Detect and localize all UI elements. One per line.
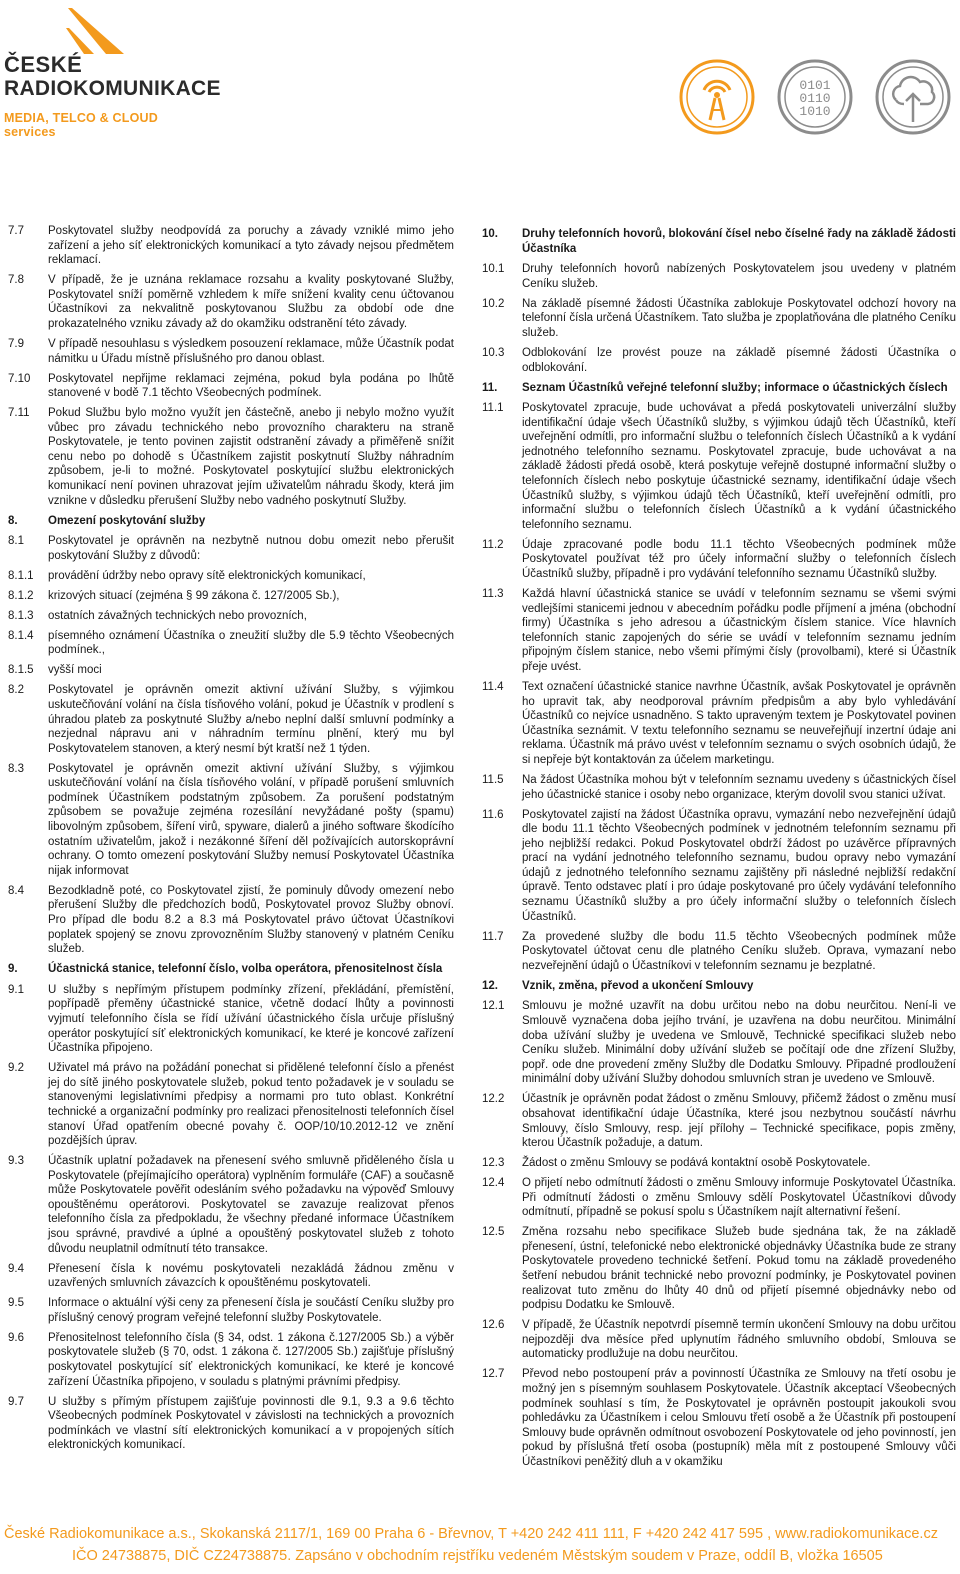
clause-number: 11.4 [482,680,504,693]
broadcast-tower-icon [678,58,756,136]
section-title: Omezení poskytování služby [48,514,206,527]
clause-number: 11.7 [482,930,504,943]
binary-line-2: 0110 [799,91,831,106]
clause-text: Na základě písemné žádosti Účastníka zablokuje Poskytovatel odchozí hovory na telefonní čísla určená Účastníkem. Tato služba je zpoplatňována dle platného Ceníku služeb. [522,297,956,339]
clause-text: Text označení účastnické stanice navrhne Účastník, avšak Poskytovatel je oprávněn ho upravit tak, aby neodporoval právním předpisům a aby bylo vyhledávání Účastníků co nejvíce usnadněno. S takto upraveným textem je Poskytovatel povinen Účastníka seznámit. V textu telefonního seznamu se neuveřejňují inzertní údaje ani reklama. Účastník má právo uvést v telefonním seznamu o svých osobních údajů, že si nepřeje být kontaktován za účelem marketingu. [522,680,956,766]
section-number: 8. [8,514,18,527]
clause-number: 9.1 [8,983,24,996]
clause-number: 12.4 [482,1177,505,1190]
clause-text: Smlouvu je možné uzavřít na dobu určitou nebo na dobu neurčitou. Není-li ve Smlouvě vyznačena doba jejího trvání, je uzavřena na dobu neurčitou. Minimální doba užívání služby je uvedena ve Smlouvě, Technické specifikaci služeb nebo Ceníku služeb. Minimální doby užívání služeb se počítají ode dne zřízení Služby, popř. ode dne provedení změny Služby dle Dodatku Smlouvy. Připadné prodloužení minimální doby užívání Služby dohodou smluvních stran je uvedeno ve Smlouvě. [522,1000,956,1086]
clause-text: Účastník uplatní požadavek na přenesení svého smluvně přiděleného čísla u Poskytovatele (přejímajícího operátora) vyplněním formuláře (CAF) a současně může Poskytovatele pověřit odesláním svého požadavku na výpověď Smlouvy opouštěnému operátorovi. Poskytovatel se zavazuje realizovat přenos telefonního čísla za předpokladu, že všechny předané informace Účastníkem jsou správné, pravdivé a úplné a opouštěný poskytovatel služeb z tohoto důvodu neuplatnil odmítnutí této transakce. [48,1155,454,1255]
clause-text: Žádost o změnu Smlouvy se podává kontaktní osobě Poskytovatele. [522,1157,871,1170]
section-heading [482,227,956,256]
footer-registration: IČO 24738875, DIČ CZ24738875. Zapsáno v obchodním rejstříku vedeném Městským soudem v Praze, oddíl B, vložka 16505 [72,1548,883,1564]
clause-text: V případě, že je uznána reklamace rozsahu a kvality poskytované Služby, Poskytovatel sníží poměrně vzhledem k míře snížení kvality cenu účtovanou Účastníkovi za nekvalitně poskytovanou Službu za období ode dne prokazatelného vzniku závady až do okamžiku odstranění této závady. [48,274,454,330]
section-heading [8,514,454,529]
clause-number: 12.3 [482,1157,505,1170]
clause-text: krizových situací (zejména § 99 zákona č. 127/2005 Sb.), [48,589,340,602]
section-title: Seznam Účastníků veřejné telefonní služby; informace o účastnických číslech [522,381,948,394]
clause-number: 10.1 [482,263,505,276]
clause-text: Účastník je oprávněn podat žádost o změnu Smlouvy, přičemž žádost o změnu musí obsahovat identifikační údaje Účastníka, které jsou nezbytnou součástí návrhu Smlouvy, číslo Smlouvy, resp. její přílohy – Technické specifikace, popis změny, kterou Účastník požaduje, a datum. [522,1093,956,1150]
clause-text: Odblokování lze provést pouze na základě písemné žádosti Účastníka o odblokování. [522,346,956,374]
left-column [8,224,454,1458]
clause [8,1262,454,1291]
clause-number: 11.6 [482,808,504,821]
clause-number: 8.1.1 [8,569,34,582]
section-title: Vznik, změna, převod a ukončení Smlouvy [522,979,754,992]
clause [8,534,454,563]
clause-text: Poskytovatel je oprávněn omezit aktivní užívání Služby, s výjimkou uskutečňování volání na čísla tísňového volání, v případě porušení smluvních podmínek Účastníkem podstatným způsobem. Za porušení podstatným způsobem se považuje zejména rozesílání nevyžádané pošty (spamu) libovolným způsobem, šíření virů, spyware, dialerů a jiného software škodícího ostatním uživatelům, jakož i nezákonné šíření děl požívajících autorskoprávní ochrany. O tomto omezení poskytování Služby nemusí Poskytovatel Účastníka nijak informovat [48,762,454,877]
clause-text: Přenesení čísla k novému poskytovateli nezakládá žádnou změnu v uzavřených smluvních závazcích k opouštěnému poskytovateli. [48,1262,454,1290]
clause-text: vyšší moci [48,664,102,677]
clause [482,1318,956,1362]
clause [8,762,454,879]
clause-text: Převod nebo postoupení práv a povinností Účastníka ze Smlouvy na třetí osobu je možný jen s písemným souhlasem Poskytovatele. Účastník akceptací Všeobecných podmínek souhlasí s tím, že Poskytovatel je oprávněn postoupit jakoukoli svou pohledávku za Účastníkem i celou Smlouvu třetí osobě a že Účastník při postoupení Smlouvy bude oprávněn odmítnout osvobození Poskytovatele od jeho povinností, jen pokud by příslušná třetí osoba (postupník) měla mít z postoupené Smlouvy vůči Účastníkovi peněžitý dluh a v okamžiku [522,1368,956,1468]
clause-text: Poskytovatel nepřijme reklamaci zejména, pokud byla podána po lhůtě stanovené v bodě 7.1 těchto Všeobecných podmínek. [48,372,454,400]
section-number: 12. [482,979,498,992]
right-column [482,224,956,1475]
clause [8,1395,454,1453]
section-heading [482,381,956,396]
clause-text: Uživatel má právo na požádání ponechat si přidělené telefonní číslo a přenést jej do sítě jiného poskytovatele služeb, pokud tento požadavek je v souladu se stanovenými legislativními předpisy a normami pro tuto oblast. Konkrétní technické a organizační podmínky pro realizaci přenositelnosti telefonních čísel stanoví Úřad opatřením obecné povahy č. OOP/10/10.2012-12 ve znění pozdějších úprav. [48,1062,454,1148]
clause-number: 8.3 [8,762,24,775]
clause-number: 12.2 [482,1093,505,1106]
clause [482,1225,956,1313]
clause [482,297,956,341]
clause [8,224,454,268]
clause-number: 8.1 [8,535,24,548]
clause [8,406,454,508]
clause-number: 10.2 [482,297,505,310]
clause-number: 8.1.4 [8,629,34,642]
clause [8,1331,454,1389]
clause [482,587,956,675]
section-title: Účastnická stanice, telefonní číslo, volba operátora, přenositelnost čísla [48,963,443,976]
clause [8,1061,454,1149]
clause [482,808,956,925]
clause-text: Poskytovatel zajistí na žádost Účastníka opravu, vymazání nebo nezveřejnění údajů dle bodu 11.1 těchto Všeobecných podmínek v jednotném telefonním seznamu při jeho nejbližší redakci. Pokud Poskytovatel obdrží žádost po uzávěrce přípravných prací na vydání jednotného telefonního seznamu, budou opravy nebo vymazání údajů z jednotného telefonního seznamu zajištěny při následné nejbližší redakční úpravě. Tento odstavec platí i pro údaje poskytované pro účely vydávání telefonního seznamu Účastníků služby a pro účely informační služby o telefonních číslech Účastníků. [522,808,956,923]
clause-number: 9.2 [8,1062,24,1075]
clause [482,346,956,375]
clause-text: ostatních závažných technických nebo provozních, [48,609,307,622]
clause-number: 10.3 [482,346,505,359]
clause [482,262,956,291]
logo-line-1: ČESKÉ [4,52,83,77]
clause-text: Pokud Službu bylo možno využít jen částečně, anebo ji nebylo možno využít vůbec pro závadu technického nebo provozního charakteru na straně Poskytovatele, je tento povinen zajistit odstranění závady a přiměřeně snížit cenu nebo po dohodě s Účastníkem zajistit poskytnutí Služby náhradním způsobem, je-li to možné. Poskytovatel poskytující službu elektronických komunikací není povinen uhrazovat jejím uživatelům náhradu škody, která jim vznikne v důsledku přerušení Služby nebo vadného poskytnutí Služby. [48,407,454,507]
clause-text: V případě nesouhlasu s výsledkem posouzení reklamace, může Účastník podat námitku u Úřadu místně příslušného pro danou oblast. [48,337,454,365]
clause-number: 8.2 [8,684,24,697]
clause [482,1156,956,1171]
clause-number: 7.9 [8,337,24,350]
clause-text: V případě, že Účastník nepotvrdí písemně termín ukončení Smlouvy na dobu určitou nejpozději dva měsíce před uplynutím řádného smluvního období, Smlouva se automaticky prodlužuje na dobu neurčitou. [522,1319,956,1361]
clause-number: 7.11 [8,407,30,420]
section-number: 9. [8,963,18,976]
clause [8,1154,454,1256]
clause-text: U služby s nepřímým přístupem podmínky zřízení, překládání, přemístění, popřípadě přeměny účastnické stanice, včetně dodací lhůty a povinnosti vyjmutí telefonního čísla se řídí užívání účastnického čísla určuje příslušný operátor poskytující síť elektronických komunikací, ke které je koncové zařízení Účastníka připojeno. [48,983,454,1055]
clause-number: 9.5 [8,1297,24,1310]
clause-number: 9.4 [8,1262,24,1275]
clause-number: 8.1.3 [8,609,34,622]
clause-text: Za provedené služby dle bodu 11.5 těchto Všeobecných podmínek může Poskytovatel účtovat cenu dle platného Ceníku služeb. Oprava, vymazaní nebo nezveřejnění údajů o Účastníkovi v telefonním seznamu je bezplatné. [522,930,956,972]
clause [482,773,956,802]
clause [8,589,454,604]
clause-number: 7.8 [8,274,24,287]
clause [8,337,454,366]
clause-number: 12.1 [482,1000,505,1013]
clause [482,538,956,582]
section-heading [482,979,956,994]
clause [8,683,454,756]
clause-text: O přijetí nebo odmítnutí žádosti o změnu Smlouvy informuje Poskytovatel Účastníka. Při odmítnutí žádosti o změnu Smlouvy sdělí Poskytovatel Účastníkovi důvody odmítnutí, případně se pokusí spolu s Účastníkem najít alternativní řešení. [522,1177,956,1219]
clause-number: 11.3 [482,588,504,601]
logo-line-2: RADIOKOMUNIKACE [4,77,221,100]
clause-text: provádění údržby nebo opravy sítě elektronických komunikací, [48,569,366,582]
clause-number: 12.5 [482,1226,505,1239]
clause-text: Druhy telefonních hovorů nabízených Poskytovatelem jsou uvedeny v platném Ceníku služeb. [522,263,956,290]
clause-text: Údaje zpracované podle bodu 11.1 těchto Všeobecných podmínek může Poskytovatel používat též pro účely informační služby o telefonních číslech Účastníků služby, případně i pro vydávání telefonního seznamu Účastníků služby. [522,538,956,581]
clause-number: 8.1.2 [8,589,34,602]
section-title: Druhy telefonních hovorů, blokování čísel nebo číselné řady na základě žádosti Účastníka [522,228,956,255]
logo-antenna-icon [66,6,126,54]
clause-number: 12.6 [482,1319,505,1332]
clause-number: 9.7 [8,1395,24,1408]
clause-text: Na žádost Účastníka mohou být v telefonním seznamu uvedeny s účastnických čísel jeho účastnické stanice i osoby nebo organizace, kterým dovolil svou stanici užívat. [522,773,956,801]
clause-text: Přenositelnost telefonního čísla (§ 34, odst. 1 zákona č.127/2005 Sb.) a výběr poskytovatele služeb (§ 70, odst. 1 zákona č. 127/2005 Sb.) zajišťuje příslušný poskytovatel poskytující síť elektronických komunikací, ke které je koncové zařízení Účastníka připojeno, v souladu s platnými právními předpisy. [48,1331,454,1388]
clause [482,1176,956,1220]
clause [482,999,956,1087]
clause-text: Poskytovatel je oprávněn omezit aktivní užívání Služby, s výjimkou uskutečňování volání na čísla tísňového volání, pokud je Účastník v prodlení s úhradou plateb za poskytnuté Služby a/nebo neplní další smluvní podmínky a nezjednal nápravu ani v náhradním termínu plnění, který mu byl Poskytovatelem stanoven, a který nesmí být kratší než 1 týden. [48,684,454,755]
clause-number: 11.1 [482,402,504,415]
clause [8,609,454,624]
clause [482,930,956,974]
clause-number: 7.10 [8,372,31,385]
clause-text: Každá hlavní účastnická stanice se uvádí v telefonním seznamu se všemi svými vedlejšími stanicemi jednou v abecedním pořádku podle příjmení a jména (obchodní firmy) Účastníka s jeho adresou a účastnickým číslem stanice. Více hlavních telefonních stanic zapojených do série se uvádí v telefonním seznamu jedním připojným číslem stanice, nebo všemi přímými čísly (provolbami), které si Účastník přeje uvést. [522,588,956,673]
clause [8,1296,454,1325]
logo-tagline: MEDIA, TELCO & CLOUD services [4,111,158,139]
section-number: 11. [482,381,498,394]
clause-number: 7.7 [8,225,24,237]
clause [8,569,454,584]
footer-contact: České Radiokomunikace a.s., Skokanská 2117/1, 169 00 Praha 6 - Břevnov, T +420 242 411 111, F +420 242 417 595 , www.radiokomunikace.cz [4,1526,938,1542]
clause-text: Bezodkladně poté, co Poskytovatel zjistí, že pominuly důvody omezení nebo přerušení Služby dle předchozích bodů, Poskytovatel provoz Služby obnoví. Pro případ dle bodu 8.2 a 8.3 má Poskytovatel právo účtovat Účastníkovi poplatek spojený se znovu zprovozněním Služby stanovený v platném Ceníku služeb. [48,884,454,956]
binary-line-3: 1010 [799,104,831,119]
clause-number: 11.5 [482,773,504,786]
cloud-upload-icon [874,58,952,136]
clause [482,680,956,768]
clause [482,1092,956,1150]
clause-text: Poskytovatel zpracuje, bude uchovávat a předá poskytovateli univerzální služby identifikační údaje všech Účastníků služby, s výjimkou údajů těch Účastníků, kteří uveřejnění odmítli, pro informační službu o telefonních číslech Účastníků a k vydání jednotného telefonního seznamu. Poskytovatel zpracuje, bude uchovávat a na základě žádosti předá osobě, která poskytuje veřejně dostupné informační služby o telefonních číslech nebo poskytuje účastnické seznamy, identifikační údaje všech Účastníků služby, s výjimkou údajů těch Účastníků, kteří uveřejnění odmítli, pro informační službu o telefonních číslech Účastníků a k vydání účastnického telefonního seznamu. [522,402,956,531]
clause-text: Informace o aktuální výši ceny za přenesení čísla je součástí Ceníku služby pro příslušný cenový program veřejné telefonní služby Poskytovatele. [48,1297,454,1324]
clause-number: 9.6 [8,1331,24,1344]
clause-text: Změna rozsahu nebo specifikace Služeb bude sjednána tak, že na základě přenesení, ústní, telefonické nebo elektronické objednávky Účastníka bude ze strany Poskytovatele provedeno technické šetření. Pokud tomu na základě provedeného šetření nebudou bránit technické nebo provozní podmínky, je Poskytovatel povinen realizovat tuto změnu do lhůty 40 dnů od přijetí písemné objednávky nebo od podpisu Dodatku ke Smlouvě. [522,1226,956,1312]
clause-text: U služby s přímým přístupem zajišťuje povinnosti dle 9.1, 9.3 a 9.6 těchto Všeobecných podmínek Poskytovatel v závislosti na technických a provozních podmínkách ve vlastní sítí elektronických komunikací a v propojených sítích elektronických komunikací. [48,1395,454,1452]
clause-text: písemného oznámení Účastníka o zneužití služby dle 5.9 těchto Všeobecných podmínek., [48,629,454,657]
clause [8,663,454,678]
clause-number: 11.2 [482,538,504,551]
clause-number: 12.7 [482,1368,505,1381]
clause [482,401,956,532]
clause [8,273,454,331]
clause-text: Poskytovatel je oprávněn na nezbytně nutnou dobu omezit nebo přerušit poskytování Služby z důvodů: [48,535,454,562]
company-logo [4,6,221,139]
clause-number: 9.3 [8,1155,24,1168]
section-number: 10. [482,228,498,240]
section-heading [8,962,454,977]
clause-number: 8.4 [8,884,24,897]
clause [8,983,454,1056]
clause-number: 8.1.5 [8,664,34,677]
clause-text: Poskytovatel služby neodpovídá za poruchy a závady vzniklé mimo jeho zařízení a jeho síť elektronických komunikací a tyto závady nejsou předmětem reklamací. [48,225,454,267]
binary-line-1: 0101 [799,78,831,93]
clause [8,372,454,401]
clause [8,629,454,658]
clause [482,1367,956,1469]
clause [8,884,454,957]
service-badges [678,58,960,140]
binary-data-icon [776,58,854,136]
